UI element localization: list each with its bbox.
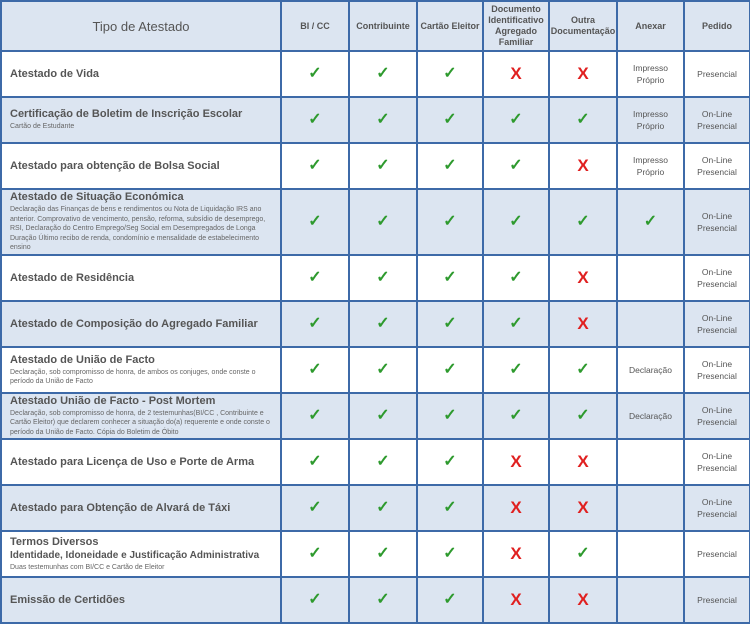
documento-cell	[483, 531, 549, 577]
cross-icon: X	[577, 155, 589, 175]
outra-cell	[549, 439, 617, 485]
contribuinte-cell	[349, 51, 417, 97]
pedido-cell: On-Line Presencial	[684, 439, 750, 485]
check-icon: ✓	[443, 213, 457, 230]
check-icon: ✓	[509, 157, 523, 174]
anexar-cell: Impresso Próprio	[617, 143, 684, 189]
anexar-cell	[617, 189, 684, 255]
table-row	[1, 51, 750, 97]
pedido-cell: On-Line Presencial	[684, 97, 750, 143]
header-outra: Outra Documentação	[549, 1, 617, 51]
cross-icon: X	[510, 589, 522, 609]
check-icon: ✓	[576, 545, 590, 562]
pedido-cell: On-Line Presencial	[684, 143, 750, 189]
check-icon: ✓	[308, 499, 322, 516]
header-anexar: Anexar	[617, 1, 684, 51]
table-row	[1, 97, 750, 143]
table-row	[1, 577, 750, 623]
row-name-cell	[1, 143, 281, 189]
cross-icon: X	[577, 267, 589, 287]
bi-cell	[281, 301, 349, 347]
pedido-cell: On-Line Presencial	[684, 189, 750, 255]
cartao-cell	[417, 255, 483, 301]
row-name-cell	[1, 189, 281, 255]
pedido-cell: On-Line Presencial	[684, 301, 750, 347]
cross-icon: X	[577, 451, 589, 471]
header-tipo: Tipo de Atestado	[1, 1, 281, 51]
row-title: Atestado de Situação Económica	[10, 191, 184, 204]
cross-icon: X	[510, 63, 522, 83]
check-icon: ✓	[376, 591, 390, 608]
documento-cell	[483, 255, 549, 301]
row-name-cell	[1, 301, 281, 347]
row-title: Atestado de União de Facto	[10, 353, 155, 366]
cartao-cell	[417, 347, 483, 393]
table-row	[1, 485, 750, 531]
cartao-cell	[417, 485, 483, 531]
outra-cell	[549, 255, 617, 301]
cartao-cell	[417, 577, 483, 623]
row-description: Cartão de Estudante	[10, 123, 75, 131]
check-icon: ✓	[443, 65, 457, 82]
check-icon: ✓	[443, 269, 457, 286]
outra-cell	[549, 485, 617, 531]
row-name-cell	[1, 485, 281, 531]
check-icon: ✓	[376, 65, 390, 82]
row-description: Declaração das Finanças de bens e rendimentos ou Nota de Liquidação IRS ano anterior. Comprovativo de vencimento, pensão, reforma, subsídio de desemprego, RSI, Declaração do Centro Emprego/Seg Social em Desempregados de Longa Duração Último recibo de renda, condomínio e mensalidade de estabelecimento ensino	[10, 206, 266, 252]
table-row	[1, 301, 750, 347]
check-icon: ✓	[308, 111, 322, 128]
outra-cell	[549, 301, 617, 347]
row-name-cell	[1, 255, 281, 301]
anexar-cell	[617, 255, 684, 301]
cross-icon: X	[510, 543, 522, 563]
check-icon: ✓	[443, 407, 457, 424]
cross-icon: X	[510, 497, 522, 517]
check-icon: ✓	[443, 315, 457, 332]
header-contribuinte: Contribuinte	[349, 1, 417, 51]
row-name-cell	[1, 577, 281, 623]
anexar-cell	[617, 485, 684, 531]
check-icon: ✓	[308, 157, 322, 174]
row-title: Emissão de Certidões	[10, 593, 125, 606]
check-icon: ✓	[443, 499, 457, 516]
row-description: Declaração, sob compromisso de honra, de ambos os conjuges, onde conste o período da União de Facto	[10, 368, 256, 385]
contribuinte-cell	[349, 97, 417, 143]
documento-cell	[483, 301, 549, 347]
documento-cell	[483, 347, 549, 393]
pedido-cell: Presencial	[684, 531, 750, 577]
check-icon: ✓	[308, 361, 322, 378]
bi-cell	[281, 51, 349, 97]
check-icon: ✓	[443, 361, 457, 378]
header-bi: BI / CC	[281, 1, 349, 51]
table-row	[1, 255, 750, 301]
row-title: Atestado União de Facto - Post Mortem	[10, 394, 216, 407]
row-name-cell	[1, 347, 281, 393]
check-icon: ✓	[576, 213, 590, 230]
bi-cell	[281, 531, 349, 577]
row-name-cell	[1, 393, 281, 439]
contribuinte-cell	[349, 485, 417, 531]
check-icon: ✓	[376, 453, 390, 470]
check-icon: ✓	[376, 545, 390, 562]
cross-icon: X	[510, 451, 522, 471]
table-row	[1, 347, 750, 393]
anexar-cell: Declaração	[617, 347, 684, 393]
anexar-cell: Impresso Próprio	[617, 97, 684, 143]
check-icon: ✓	[376, 111, 390, 128]
documento-cell	[483, 189, 549, 255]
bi-cell	[281, 97, 349, 143]
cross-icon: X	[577, 497, 589, 517]
cartao-cell	[417, 189, 483, 255]
row-title: Atestado para obtenção de Bolsa Social	[10, 159, 220, 172]
row-title: Termos Diversos	[10, 535, 99, 548]
table-row	[1, 189, 750, 255]
check-icon: ✓	[308, 453, 322, 470]
outra-cell	[549, 531, 617, 577]
outra-cell	[549, 393, 617, 439]
header-pedido: Pedido	[684, 1, 750, 51]
check-icon: ✓	[643, 213, 658, 230]
check-icon: ✓	[443, 545, 457, 562]
header-cartao: Cartão Eleitor	[417, 1, 483, 51]
row-description: Duas testemunhas com BI/CC e Cartão de Eleitor	[10, 563, 165, 571]
bi-cell	[281, 485, 349, 531]
bi-cell	[281, 189, 349, 255]
anexar-cell	[617, 531, 684, 577]
outra-cell	[549, 143, 617, 189]
check-icon: ✓	[308, 213, 322, 230]
outra-cell	[549, 347, 617, 393]
bi-cell	[281, 577, 349, 623]
row-name-cell	[1, 97, 281, 143]
row-title: Certificação de Boletim de Inscrição Escolar	[10, 108, 243, 121]
bi-cell	[281, 393, 349, 439]
check-icon: ✓	[308, 269, 322, 286]
documento-cell	[483, 393, 549, 439]
check-icon: ✓	[376, 361, 390, 378]
anexar-cell: Declaração	[617, 393, 684, 439]
check-icon: ✓	[443, 591, 457, 608]
table-row	[1, 439, 750, 485]
cartao-cell	[417, 393, 483, 439]
table-row	[1, 531, 750, 577]
cross-icon: X	[577, 313, 589, 333]
check-icon: ✓	[308, 65, 322, 82]
pedido-cell: On-Line Presencial	[684, 255, 750, 301]
outra-cell	[549, 189, 617, 255]
check-icon: ✓	[376, 315, 390, 332]
check-icon: ✓	[509, 361, 523, 378]
check-icon: ✓	[576, 361, 590, 378]
check-icon: ✓	[308, 315, 322, 332]
row-name-cell	[1, 51, 281, 97]
contribuinte-cell	[349, 255, 417, 301]
documento-cell	[483, 97, 549, 143]
check-icon: ✓	[576, 111, 590, 128]
check-icon: ✓	[376, 407, 390, 424]
bi-cell	[281, 255, 349, 301]
check-icon: ✓	[443, 157, 457, 174]
cartao-cell	[417, 51, 483, 97]
contribuinte-cell	[349, 393, 417, 439]
pedido-cell: On-Line Presencial	[684, 485, 750, 531]
check-icon: ✓	[509, 111, 523, 128]
anexar-cell	[617, 439, 684, 485]
contribuinte-cell	[349, 577, 417, 623]
row-subtitle: Identidade, Idoneidade e Justificação Administrativa	[10, 549, 260, 561]
outra-cell	[549, 51, 617, 97]
bi-cell	[281, 439, 349, 485]
check-icon: ✓	[376, 157, 390, 174]
contribuinte-cell	[349, 347, 417, 393]
pedido-cell: Presencial	[684, 577, 750, 623]
bi-cell	[281, 347, 349, 393]
outra-cell	[549, 577, 617, 623]
cartao-cell	[417, 97, 483, 143]
check-icon: ✓	[308, 591, 322, 608]
documento-cell	[483, 51, 549, 97]
check-icon: ✓	[443, 111, 457, 128]
anexar-cell: Impresso Próprio	[617, 51, 684, 97]
header-row	[1, 1, 750, 51]
check-icon: ✓	[376, 269, 390, 286]
cross-icon: X	[577, 589, 589, 609]
contribuinte-cell	[349, 439, 417, 485]
contribuinte-cell	[349, 531, 417, 577]
table-row	[1, 143, 750, 189]
pedido-cell: Presencial	[684, 51, 750, 97]
cartao-cell	[417, 143, 483, 189]
check-icon: ✓	[509, 213, 523, 230]
row-description: Declaração, sob compromisso de honra, de 2 testemunhas(BI/CC , Contribuinte e Cartão Eleitor) que declarem conhecer a situação do(a) requerente e onde conste o período da União de Facto. Cópia do Boletim de Óbito	[10, 409, 270, 436]
row-title: Atestado para Licença de Uso e Porte de Arma	[10, 455, 255, 468]
check-icon: ✓	[509, 407, 523, 424]
check-icon: ✓	[576, 407, 590, 424]
row-title: Atestado para Obtenção de Alvará de Táxi	[10, 501, 231, 514]
header-documento: Documento Identificativo Agregado Familiar	[483, 1, 549, 51]
bi-cell	[281, 143, 349, 189]
check-icon: ✓	[376, 213, 390, 230]
check-icon: ✓	[308, 407, 322, 424]
check-icon: ✓	[509, 315, 523, 332]
row-title: Atestado de Vida	[10, 67, 100, 80]
row-title: Atestado de Composição do Agregado Familiar	[10, 317, 258, 330]
check-icon: ✓	[308, 545, 322, 562]
row-title: Atestado de Residência	[10, 271, 135, 284]
anexar-cell	[617, 301, 684, 347]
pedido-cell: On-Line Presencial	[684, 393, 750, 439]
outra-cell	[549, 97, 617, 143]
cross-icon: X	[577, 63, 589, 83]
check-icon: ✓	[376, 499, 390, 516]
pedido-cell: On-Line Presencial	[684, 347, 750, 393]
check-icon: ✓	[509, 269, 523, 286]
contribuinte-cell	[349, 143, 417, 189]
documento-cell	[483, 439, 549, 485]
contribuinte-cell	[349, 301, 417, 347]
cartao-cell	[417, 439, 483, 485]
row-name-cell	[1, 439, 281, 485]
table-row	[1, 393, 750, 439]
contribuinte-cell	[349, 189, 417, 255]
documento-cell	[483, 485, 549, 531]
documento-cell	[483, 143, 549, 189]
documento-cell	[483, 577, 549, 623]
cartao-cell	[417, 301, 483, 347]
row-name-cell	[1, 531, 281, 577]
check-icon: ✓	[443, 453, 457, 470]
cartao-cell	[417, 531, 483, 577]
anexar-cell	[617, 577, 684, 623]
